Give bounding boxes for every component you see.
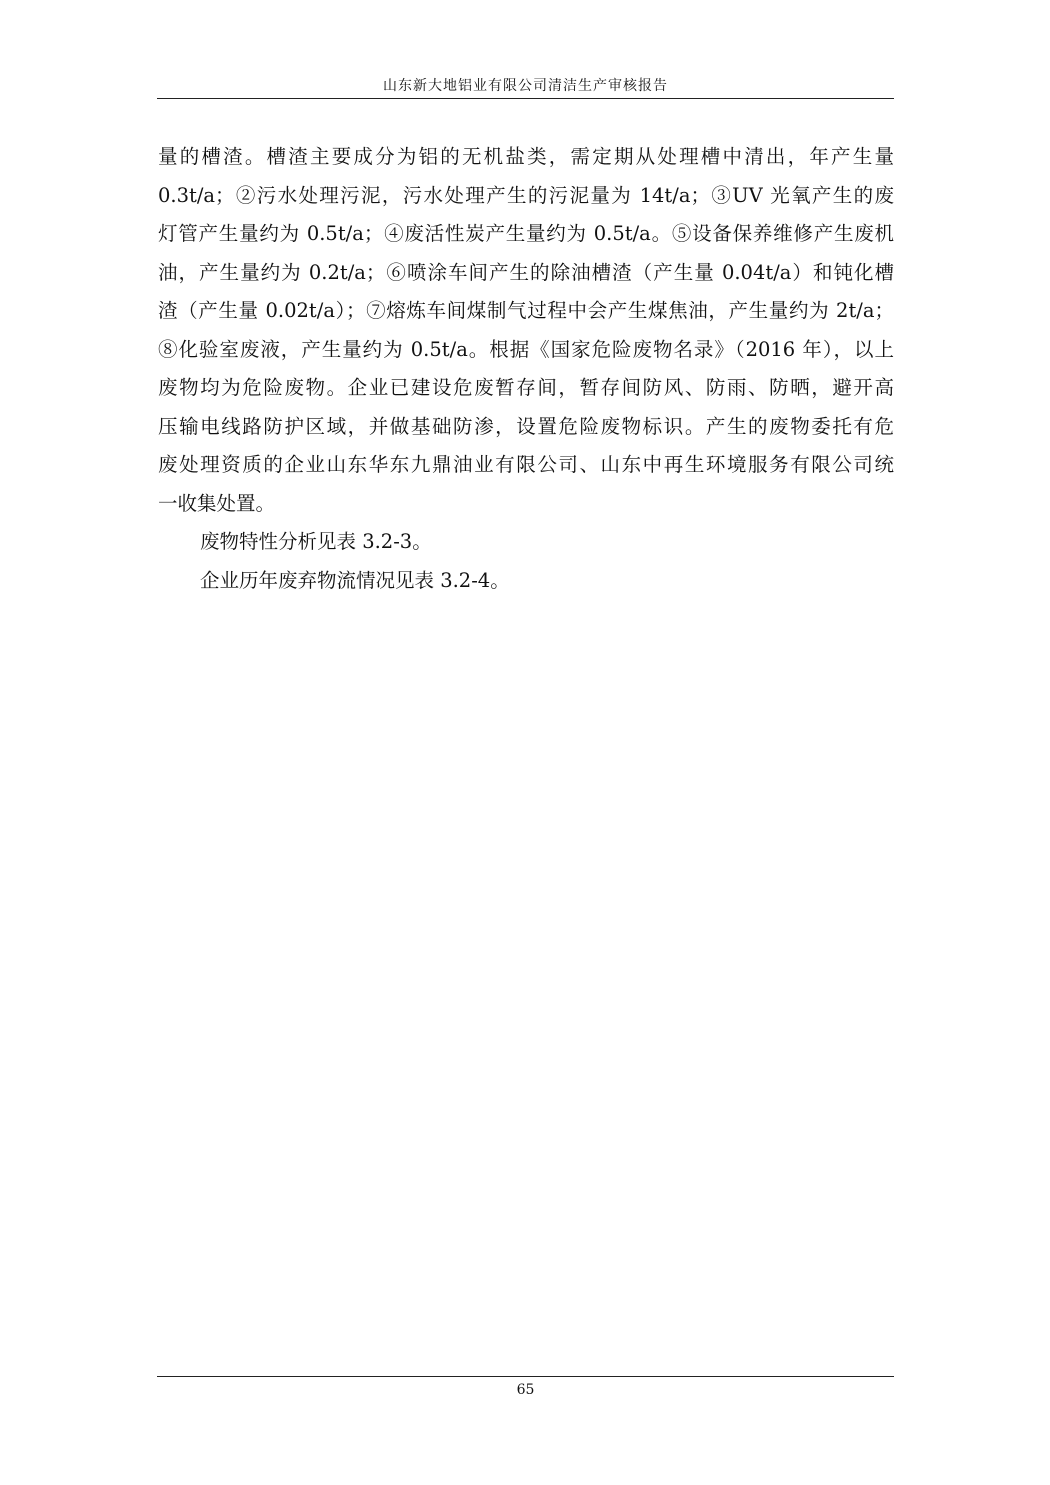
paragraph-line: ⑧化验室废液，产生量约为 0.5t/a。根据《国家危险废物名录》（2016 年），以上	[158, 337, 894, 361]
table-reference-waste-flow: 企业历年废弃物流情况见表 3.2-4。	[200, 568, 510, 592]
paragraph-line: 渣（产生量 0.02t/a）；⑦熔炼车间煤制气过程中会产生煤焦油，产生量约为 2t/a；	[158, 299, 894, 322]
paragraph-line: 压输电线路防护区域，并做基础防渗，设置危险废物标识。产生的废物委托有危	[158, 414, 894, 438]
paragraph-line: 废处理资质的企业山东华东九鼎油业有限公司、山东中再生环境服务有限公司统	[158, 453, 894, 476]
table-reference-waste-characteristics: 废物特性分析见表 3.2-3。	[200, 530, 432, 553]
paragraph-line-last: 一收集处置。	[158, 491, 276, 515]
paragraph-line: 0.3t/a；②污水处理污泥，污水处理产生的污泥量为 14t/a；③UV 光氧产生的废	[158, 183, 894, 207]
paragraph-line: 灯管产生量约为 0.5t/a；④废活性炭产生量约为 0.5t/a。⑤设备保养维修产生废机	[158, 222, 894, 245]
page-header-title: 山东新大地铝业有限公司清洁生产审核报告	[383, 78, 668, 94]
paragraph-line: 废物均为危险废物。企业已建设危废暂存间，暂存间防风、防雨、防晒，避开高	[158, 376, 894, 399]
paragraph-line: 量的槽渣。槽渣主要成分为铝的无机盐类，需定期从处理槽中清出，年产生量	[158, 145, 894, 168]
paragraph-line: 油，产生量约为 0.2t/a；⑥喷涂车间产生的除油槽渣（产生量 0.04t/a）和钝化槽	[158, 260, 894, 284]
page-number: 65	[516, 1382, 535, 1398]
footer-divider	[157, 1376, 894, 1377]
header-divider	[157, 98, 894, 99]
body-text	[158, 138, 894, 600]
